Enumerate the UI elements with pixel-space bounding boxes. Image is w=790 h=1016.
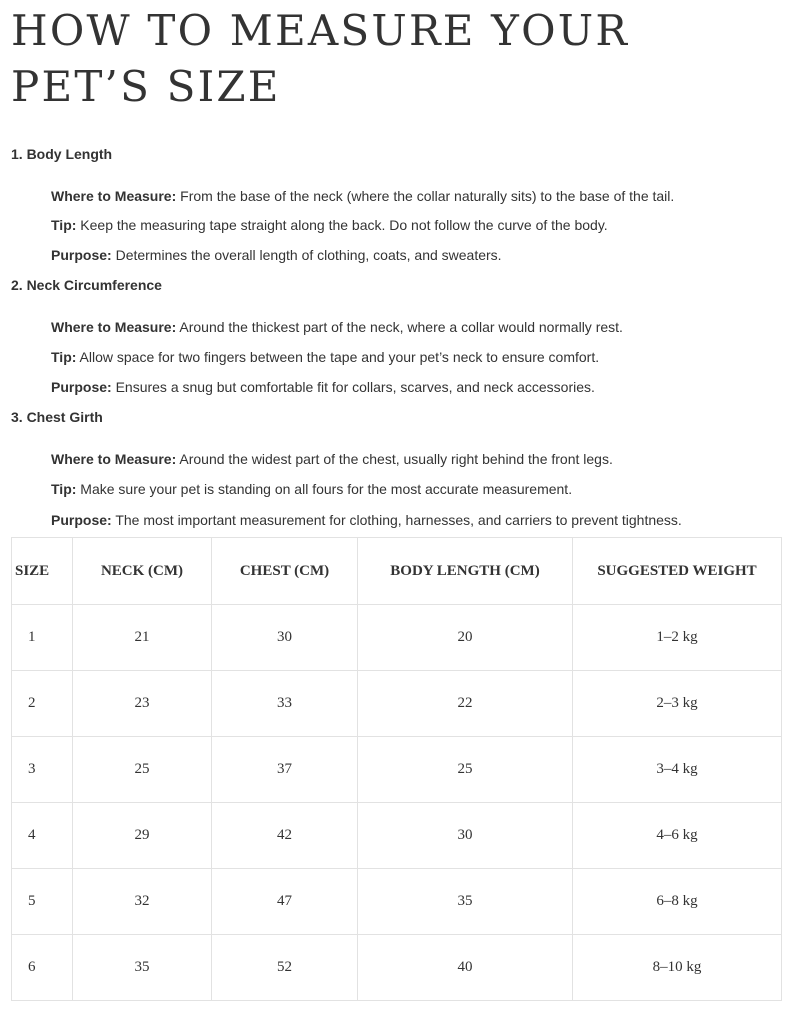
table-row [12, 605, 782, 671]
detail-text: From the base of the neck (where the collar naturally sits) to the base of the tail. [176, 188, 675, 204]
cell-weight: 6–8 kg [573, 869, 782, 935]
cell-neck: 23 [73, 671, 212, 737]
cell-chest: 52 [212, 935, 358, 1001]
cell-chest: 33 [212, 671, 358, 737]
cell-size: 3 [12, 737, 73, 803]
neck-tip-line [51, 348, 599, 366]
cell-chest: 30 [212, 605, 358, 671]
detail-label: Tip: [51, 349, 77, 365]
neck-where-line [51, 318, 623, 336]
cell-body-length: 25 [358, 737, 573, 803]
column-header-neck: NECK (CM) [73, 538, 212, 605]
cell-weight: 1–2 kg [573, 605, 782, 671]
detail-text: Around the thickest part of the neck, where a collar would normally rest. [176, 319, 623, 335]
cell-body-length: 30 [358, 803, 573, 869]
section-heading-body-length: 1. Body Length [11, 146, 113, 162]
cell-weight: 3–4 kg [573, 737, 782, 803]
detail-text: The most important measurement for clothing, harnesses, and carriers to prevent tightness. [111, 512, 682, 528]
table-row [12, 671, 782, 737]
column-header-size: SIZE [12, 538, 73, 605]
table-header-row [12, 538, 782, 605]
detail-label: Where to Measure: [51, 188, 177, 204]
column-header-suggested-weight: SUGGESTED WEIGHT [573, 538, 782, 605]
size-chart-table [11, 537, 782, 1001]
cell-body-length: 40 [358, 935, 573, 1001]
cell-weight: 8–10 kg [573, 935, 782, 1001]
chest-where-line [51, 450, 613, 468]
cell-weight: 2–3 kg [573, 671, 782, 737]
cell-neck: 21 [73, 605, 212, 671]
detail-label: Purpose: [51, 512, 112, 528]
cell-size: 4 [12, 803, 73, 869]
detail-text: Make sure your pet is standing on all fours for the most accurate measurement. [76, 481, 573, 497]
neck-purpose-line [51, 378, 595, 396]
cell-size: 5 [12, 869, 73, 935]
detail-text: Keep the measuring tape straight along the back. Do not follow the curve of the body. [76, 217, 608, 233]
cell-neck: 25 [73, 737, 212, 803]
page-title: HOW TO MEASURE YOUR PET’S SIZE [11, 6, 630, 111]
detail-label: Purpose: [51, 379, 112, 395]
detail-label: Where to Measure: [51, 451, 177, 467]
cell-size: 1 [12, 605, 73, 671]
detail-text: Ensures a snug but comfortable fit for collars, scarves, and neck accessories. [111, 379, 595, 395]
body-length-purpose-line [51, 246, 502, 264]
chest-purpose-line [51, 511, 682, 529]
section-heading-neck-circumference: 2. Neck Circumference [11, 277, 162, 293]
body-length-where-line [51, 187, 674, 205]
section-heading-chest-girth: 3. Chest Girth [11, 409, 103, 425]
chest-tip-line [51, 480, 572, 498]
detail-label: Tip: [51, 481, 77, 497]
cell-body-length: 22 [358, 671, 573, 737]
cell-chest: 42 [212, 803, 358, 869]
body-length-tip-line [51, 216, 608, 234]
detail-label: Tip: [51, 217, 77, 233]
cell-weight: 4–6 kg [573, 803, 782, 869]
detail-text: Determines the overall length of clothing, coats, and sweaters. [111, 247, 502, 263]
cell-neck: 29 [73, 803, 212, 869]
detail-label: Purpose: [51, 247, 112, 263]
table-row [12, 935, 782, 1001]
cell-body-length: 35 [358, 869, 573, 935]
table-row [12, 869, 782, 935]
detail-text: Allow space for two fingers between the tape and your pet’s neck to ensure comfort. [76, 349, 600, 365]
column-header-body-length: BODY LENGTH (CM) [358, 538, 573, 605]
detail-text: Around the widest part of the chest, usually right behind the front legs. [176, 451, 613, 467]
cell-chest: 47 [212, 869, 358, 935]
table-row [12, 737, 782, 803]
cell-chest: 37 [212, 737, 358, 803]
cell-neck: 32 [73, 869, 212, 935]
cell-body-length: 20 [358, 605, 573, 671]
cell-neck: 35 [73, 935, 212, 1001]
detail-label: Where to Measure: [51, 319, 177, 335]
cell-size: 2 [12, 671, 73, 737]
table-row [12, 803, 782, 869]
cell-size: 6 [12, 935, 73, 1001]
column-header-chest: CHEST (CM) [212, 538, 358, 605]
